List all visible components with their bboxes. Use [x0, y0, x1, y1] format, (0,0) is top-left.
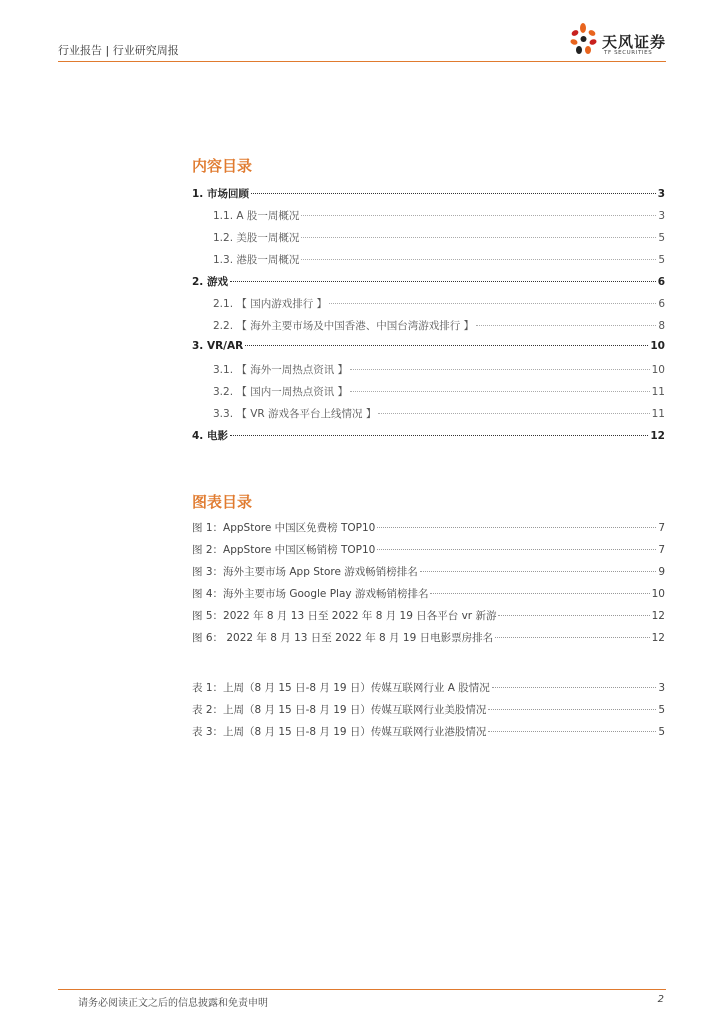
- toc-item-label: 3.2. 【 国内一周热点资讯 】: [213, 386, 349, 398]
- toc-item-label: 3.1. 【 海外一周热点资讯 】: [213, 364, 349, 376]
- figure-item-label: 图 3：海外主要市场 App Store 游戏畅销榜排名: [192, 566, 418, 578]
- toc-item-page: 3: [658, 210, 665, 222]
- toc-item-page: 11: [651, 408, 665, 420]
- dot-leader: [350, 391, 650, 392]
- table-item-label: 表 3：上周（8 月 15 日-8 月 19 日）传媒互联网行业港股情况: [192, 726, 487, 738]
- toc-item-page: 11: [651, 386, 665, 398]
- figure-item-label: 图 1：AppStore 中国区免费榜 TOP10: [192, 522, 376, 534]
- page-number: 2: [657, 994, 664, 1005]
- table-item-label: 表 1：上周（8 月 15 日-8 月 19 日）传媒互联网行业 A 股情况: [192, 682, 490, 694]
- figure-item[interactable]: [192, 542, 665, 557]
- figure-item-page: 12: [651, 632, 665, 644]
- toc-item[interactable]: [213, 208, 665, 223]
- dot-leader: [350, 369, 650, 370]
- dot-leader: [329, 303, 656, 304]
- logo-english-name: TF SECURITIES: [604, 50, 653, 56]
- toc-item[interactable]: [192, 186, 665, 201]
- figure-item-page: 7: [658, 544, 665, 556]
- table-item-page: 5: [658, 704, 665, 716]
- toc-item-page: 3: [657, 188, 665, 200]
- footer-divider: [58, 989, 666, 990]
- toc-item-page: 5: [658, 232, 665, 244]
- figure-item-label: 图 2：AppStore 中国区畅销榜 TOP10: [192, 544, 376, 556]
- dot-leader: [488, 709, 656, 710]
- footer-disclaimer: 请务必阅读正文之后的信息披露和免责申明: [78, 998, 268, 1009]
- toc-title: 内容目录: [192, 157, 253, 175]
- toc-item[interactable]: [213, 230, 665, 245]
- toc-item[interactable]: [213, 318, 665, 333]
- dot-leader: [301, 215, 656, 216]
- toc-item[interactable]: [192, 274, 665, 289]
- dot-leader: [430, 593, 649, 594]
- table-item[interactable]: [192, 724, 665, 739]
- figure-item-page: 12: [651, 610, 665, 622]
- dot-leader: [301, 259, 656, 260]
- dot-leader: [230, 281, 656, 282]
- dot-leader: [378, 413, 649, 414]
- toc-item-page: 5: [658, 254, 665, 266]
- toc-item-label: 1.2. 美股一周概况: [213, 232, 300, 244]
- toc-item[interactable]: [213, 296, 665, 311]
- toc-item-label: 2.2. 【 海外主要市场及中国香港、中国台湾游戏排行 】: [213, 320, 475, 332]
- dot-leader: [377, 549, 656, 550]
- figure-item-label: 图 4：海外主要市场 Google Play 游戏畅销榜排名: [192, 588, 429, 600]
- figure-item[interactable]: [192, 586, 665, 601]
- dot-leader: [245, 345, 648, 346]
- table-item-page: 5: [658, 726, 665, 738]
- flower-logo-icon: [566, 22, 600, 58]
- table-item[interactable]: [192, 680, 665, 695]
- figure-item-page: 7: [658, 522, 665, 534]
- figure-item[interactable]: [192, 608, 665, 623]
- table-item-label: 表 2：上周（8 月 15 日-8 月 19 日）传媒互联网行业美股情况: [192, 704, 487, 716]
- toc-item-page: 8: [658, 320, 665, 332]
- toc-item-page: 10: [650, 340, 665, 352]
- dot-leader: [498, 615, 649, 616]
- figure-item[interactable]: [192, 564, 665, 579]
- dot-leader: [420, 571, 657, 572]
- dot-leader: [488, 731, 656, 732]
- toc-item[interactable]: [213, 252, 665, 267]
- toc-item-label: 3. VR/AR: [192, 340, 244, 352]
- toc-item[interactable]: [213, 406, 665, 421]
- dot-leader: [301, 237, 656, 238]
- toc-item[interactable]: [213, 362, 665, 377]
- dot-leader: [492, 687, 657, 688]
- figure-item[interactable]: [192, 520, 665, 535]
- toc-item-label: 2.1. 【 国内游戏排行 】: [213, 298, 328, 310]
- toc-item-page: 10: [651, 364, 665, 376]
- tf-securities-logo: [566, 22, 666, 62]
- figure-item-label: 图 6： 2022 年 8 月 13 日至 2022 年 8 月 19 日电影票房排名: [192, 632, 494, 644]
- toc-item[interactable]: [192, 428, 665, 443]
- figure-item-page: 10: [651, 588, 665, 600]
- toc-item-label: 2. 游戏: [192, 276, 228, 288]
- toc-item-page: 6: [657, 276, 665, 288]
- figure-item-label: 图 5：2022 年 8 月 13 日至 2022 年 8 月 19 日各平台 vr 新游: [192, 610, 497, 622]
- dot-leader: [476, 325, 656, 326]
- table-item[interactable]: [192, 702, 665, 717]
- toc-item-page: 12: [650, 430, 665, 442]
- dot-leader: [495, 637, 650, 638]
- toc-item-label: 4. 电影: [192, 430, 228, 442]
- logo-chinese-name: 天风证券: [602, 33, 667, 51]
- toc-item-label: 3.3. 【 VR 游戏各平台上线情况 】: [213, 408, 377, 420]
- toc-item[interactable]: [213, 384, 665, 399]
- breadcrumb: 行业报告 | 行业研究周报: [58, 44, 179, 57]
- toc-item-label: 1. 市场回顾: [192, 188, 249, 200]
- toc-item-label: 1.3. 港股一周概况: [213, 254, 300, 266]
- figure-item-page: 9: [658, 566, 665, 578]
- toc-item-label: 1.1. A 股一周概况: [213, 210, 300, 222]
- dot-leader: [251, 193, 656, 194]
- figures-title: 图表目录: [192, 493, 253, 511]
- dot-leader: [377, 527, 656, 528]
- table-item-page: 3: [658, 682, 665, 694]
- dot-leader: [230, 435, 648, 436]
- header-divider: [58, 61, 666, 62]
- toc-item[interactable]: [192, 340, 665, 352]
- figure-item[interactable]: [192, 630, 665, 645]
- toc-item-page: 6: [658, 298, 665, 310]
